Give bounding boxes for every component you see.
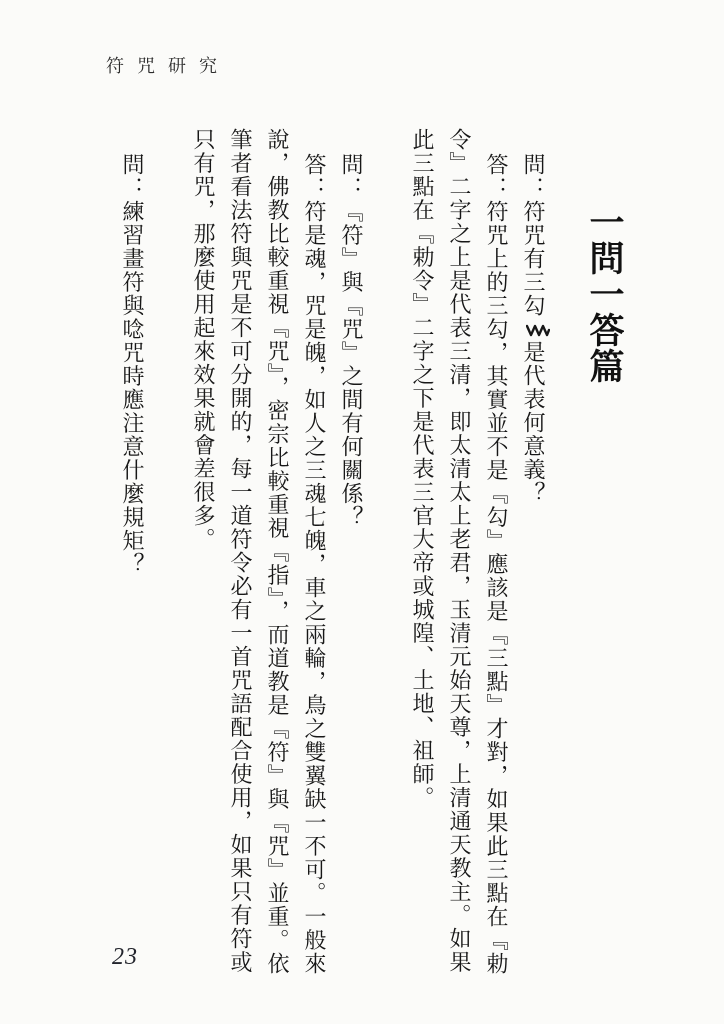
question-2: 問：『符』與『咒』之間有何關係？ — [339, 153, 364, 529]
answer-2: 答：符是魂，咒是魄，如人之三魂七魄，車之兩輪，鳥之雙翼缺一不可。一般來說，佛教比較重視『咒』，密宗比較重視『指』，而道教是『符』與『咒』並重。依筆者看法符與咒是不可分開的，每一道符令必有一首咒語配合使用，如果只有符或只有咒，那麼使用起來效果就會差很多。 — [191, 128, 327, 976]
page-content — [114, 128, 630, 986]
three-hooks-zigzag-icon — [526, 323, 550, 338]
chapter-title: 一問一答篇 — [585, 204, 624, 384]
running-header-book-title: 符咒研究 — [106, 56, 230, 76]
question-3: 問：練習畫符與唸咒時應注意什麼規矩？ — [120, 153, 145, 576]
question-1 — [515, 128, 552, 986]
question-1-text-before: 問：符咒有三勾 — [521, 153, 546, 318]
answer-1: 答：符咒上的三勾，其實並不是『勾』應該是『三點』才對，如果此三點在『勅令』二字之上是代表三清，即太清太上老君，玉清元始天尊，上清通天教主。如果此三點在『勅令』二字之下是代表三官大帝或城隍、土地、祖師。 — [410, 128, 509, 976]
question-1-text-after: 是代表何意義？ — [521, 340, 546, 505]
page-number: 23 — [112, 944, 138, 970]
